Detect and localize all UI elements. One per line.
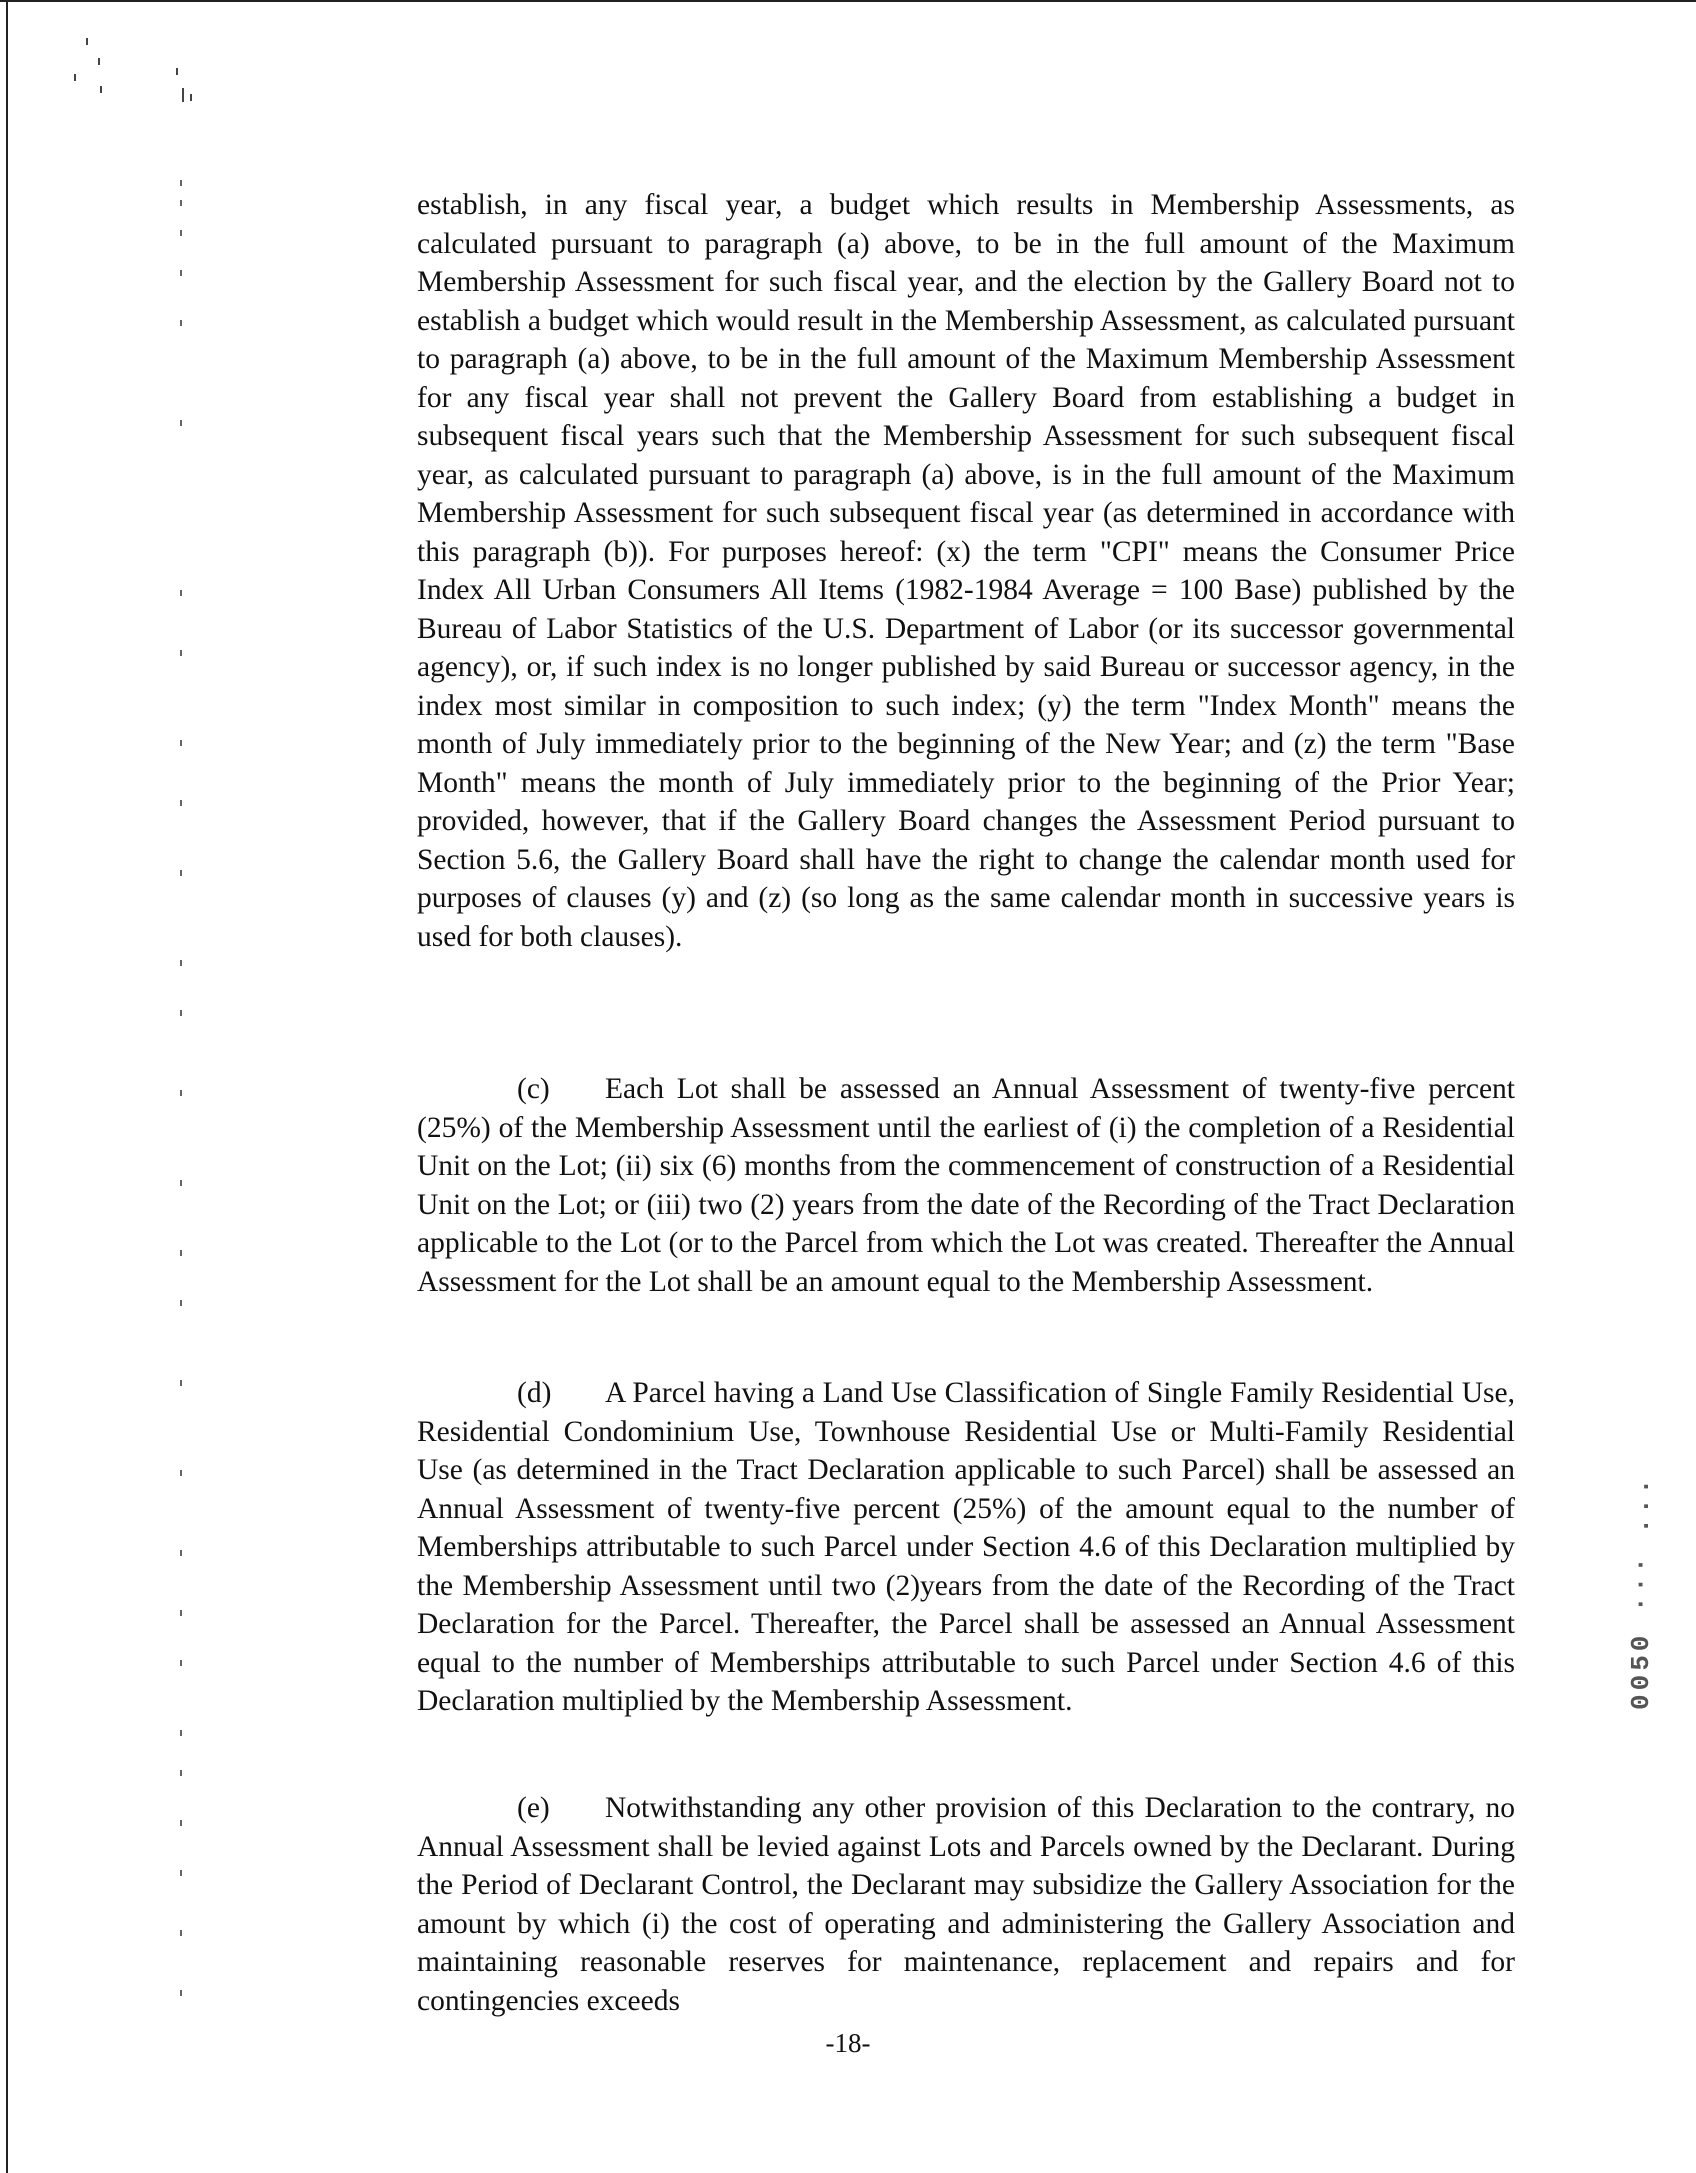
page-number: -18-	[825, 2028, 871, 2058]
section-d-paragraph	[417, 1374, 1515, 1721]
section-e-paragraph	[417, 1789, 1515, 2020]
section-text: Each Lot shall be assessed an Annual Assessment of twenty-five percent (25%) of the Membership Assessment until the earliest of (i) the completion of a Residential Unit on the Lot; (ii) six (6) months from the commencement of construction of a Residential Unit on the Lot; or (iii) two (2) years from the date of the Recording of the Tract Declaration applicable to the Lot (or to the Parcel from which the Lot was created. Thereafter the Annual Assessment for the Lot shall be an amount equal to the Membership Assessment.	[417, 1073, 1515, 1298]
section-label: (d)	[517, 1377, 552, 1409]
scan-left-edge	[6, 0, 8, 2173]
section-label: (e)	[517, 1792, 550, 1824]
side-recording-stamp: 0050 ··· ...	[1626, 1474, 1656, 1710]
section-text: A Parcel having a Land Use Classification of Single Family Residential Use, Residential Condominium Use, Townhouse Residential Use or Multi-Family Residential Use (as determined in the Tract Declaration applicable to such Parcel) shall be assessed an Annual Assessment of twenty-five percent (25%) of the amount equal to the number of Memberships attributable to such Parcel under Section 4.6 of this Declaration multiplied by the Membership Assessment until two (2)years from the date of the Recording of the Tract Declaration for the Parcel. Thereafter, the Parcel shall be assessed an Annual Assessment equal to the number of Memberships attributable to such Parcel under Section 4.6 of this Declaration multiplied by the Membership Assessment.	[417, 1377, 1515, 1717]
section-label: (c)	[517, 1073, 550, 1105]
scan-corner-marks	[40, 28, 240, 118]
scan-margin-dots	[180, 170, 184, 2030]
continued-paragraph: establish, in any fiscal year, a budget which results in Membership Assessments, as calculated pursuant to paragraph (a) above, to be in the full amount of the Maximum Membership Assessment for such fiscal year, and the election by the Gallery Board not to establish a budget which would result in the Membership Assessment, as calculated pursuant to paragraph (a) above, to be in the full amount of the Maximum Membership Assessment for any fiscal year shall not prevent the Gallery Board from establishing a budget in subsequent fiscal years such that the Membership Assessment for such subsequent fiscal year, as calculated pursuant to paragraph (a) above, is in the full amount of the Maximum Membership Assessment for such subsequent fiscal year (as determined in accordance with this paragraph (b)). For purposes hereof: (x) the term "CPI" means the Consumer Price Index All Urban Consumers All Items (1982-1984 Average = 100 Base) published by the Bureau of Labor Statistics of the U.S. Department of Labor (or its successor governmental agency), or, if such index is no longer published by said Bureau or successor agency, in the index most similar in composition to such index; (y) the term "Index Month" means the month of July immediately prior to the beginning of the New Year; and (z) the term "Base Month" means the month of July immediately prior to the beginning of the Prior Year; provided, however, that if the Gallery Board changes the Assessment Period pursuant to Section 5.6, the Gallery Board shall have the right to change the calendar month used for purposes of clauses (y) and (z) (so long as the same calendar month in successive years is used for both clauses).	[417, 189, 1515, 953]
scan-top-edge	[0, 0, 1696, 2]
section-c-paragraph	[417, 1070, 1515, 1301]
section-text: Notwithstanding any other provision of this Declaration to the contrary, no Annual Assessment shall be levied against Lots and Parcels owned by the Declarant. During the Period of Declarant Control, the Declarant may subsidize the Gallery Association for the amount by which (i) the cost of operating and administering the Gallery Association and maintaining reasonable reserves for maintenance, replacement and repairs and for contingencies exceeds	[417, 1792, 1515, 2017]
